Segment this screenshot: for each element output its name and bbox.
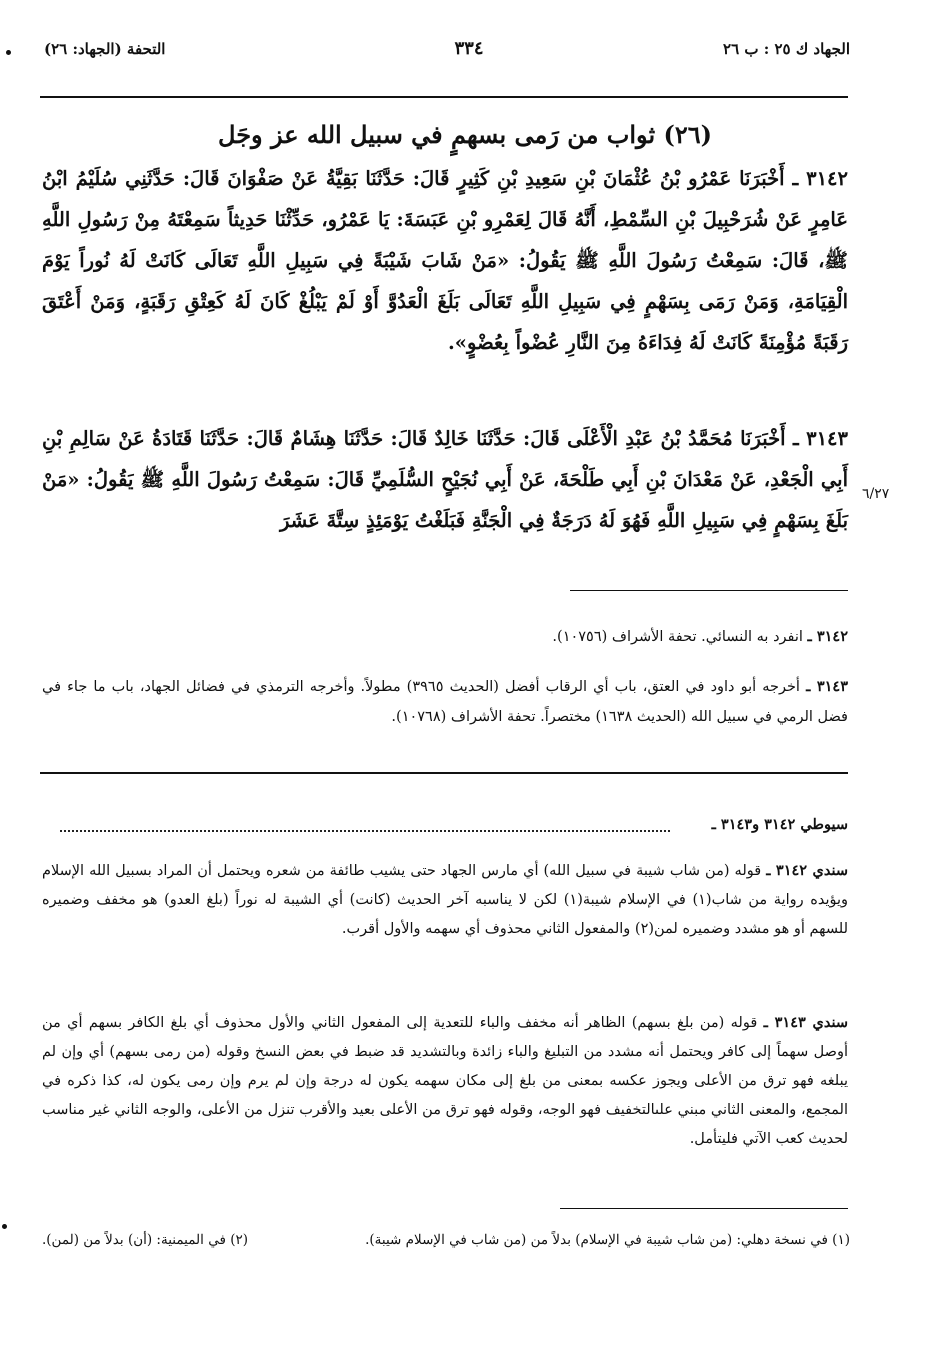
running-head-right: الجهاد ك ٢٥ : ب ٢٦ bbox=[723, 40, 850, 58]
page-number: ٣٣٤ bbox=[454, 38, 484, 59]
hadith-3143 bbox=[42, 418, 848, 541]
margin-dot bbox=[2, 1224, 7, 1229]
takhrij-number: ٣١٤٢ ـ bbox=[807, 628, 848, 645]
footnote-1: (١) في نسخة دهلي: (من شاب شيبة في الإسلام) بدلاً من (من شاب في الإسلام شيبة). bbox=[365, 1232, 850, 1248]
section-rule bbox=[40, 772, 848, 774]
sindi-text: قوله (من بلغ بسهم) الظاهر أنه مخفف والباء للتعدية إلى المفعول الثاني والأول محذوف أي بلغ الكافر بسهم أي من أوصل سهماً إلى كافر ويحتمل أنه مشدد من التبليغ والباء زائدة وبالتشديد قد ضبط في بعض النسخ وقوله (من رمى بسهم) أي وإن لم يبلغه فهو ترق من الأعلى ويجوز عكسه بمعنى من بلغ إلى مكان سهمه يكون له درجة وإن لم يرم وإن رمى يكون له، كذا ذكره في المجمع، والمعنى الثاني مبني علىالتخفيف فهو الوجه، وقوله فهو ترق من الأعلى بعيد والأقرب تنزل من الأعلى، والوجه الثاني غير مناسب لحديث كعب الآتي فليتأمل. bbox=[42, 1015, 848, 1147]
takhrij-text: انفرد به النسائي. تحفة الأشراف (١٠٧٥٦). bbox=[552, 629, 803, 645]
footnote-rule bbox=[560, 1208, 848, 1209]
hadith-text: أَخْبَرَنَا مُحَمَّدُ بْنُ عَبْدِ الْأَعْلَى قَالَ: حَدَّثَنَا خَالِدٌ قَالَ: حَدَّثَنَا هِشَامٌ قَالَ: حَدَّثَنَا قَتَادَةُ عَنْ سَالِمِ بْنِ أَبِي الْجَعْدِ، عَنْ مَعْدَانَ بْنِ أَبِي طَلْحَةَ، عَنْ أَبِي نُجَيْحٍ السُّلَمِيِّ قَالَ: سَمِعْتُ رَسُولَ اللَّهِ ﷺ يَقُولُ: «مَنْ بَلَغَ بِسَهْمٍ فِي سَبِيلِ اللَّهِ فَهُوَ لَهُ دَرَجَةٌ فِي الْجَنَّةِ فَبَلَغْتُ يَوْمَئِذٍ سِتَّةَ عَشَرَ bbox=[42, 427, 848, 532]
hadith-text: أَخْبَرَنَا عَمْرُو بْنُ عُثْمَانَ بْنِ سَعِيدِ بْنِ كَثِيرٍ قَالَ: حَدَّثَنَا بَقِيَّةُ عَنْ صَفْوَانَ قَالَ: حَدَّثَنِي سُلَيْمُ ابْنُ عَامِرٍ عَنْ شُرَحْبِيلَ بْنِ السِّمْطِ، أَنَّهُ قَالَ لِعَمْرِو بْنِ عَبَسَةَ: يَا عَمْرُو، حَدِّثْنَا حَدِيثاً سَمِعْتَهُ مِنْ رَسُولِ اللَّهِ ﷺ، قَالَ: سَمِعْتُ رَسُولَ اللَّهِ ﷺ يَقُولُ: «مَنْ شَابَ شَيْبَةً فِي سَبِيلِ اللَّهِ تَعَالَى كَانَتْ لَهُ نُوراً يَوْمَ الْقِيَامَةِ، وَمَنْ رَمَى بِسَهْمٍ فِي سَبِيلِ اللَّهِ تَعَالَى بَلَغَ الْعَدُوَّ أَوْ لَمْ يَبْلُغْ كَانَ لَهُ كَعِتْقِ رَقَبَةٍ، وَمَنْ أَعْتَقَ رَقَبَةً مُؤْمِنَةً كَانَتْ لَهُ فِدَاءَهُ مِنَ النَّارِ عُضْواً بِعُضْوٍ». bbox=[42, 167, 848, 354]
takhrij-3142 bbox=[42, 622, 848, 652]
sindi-3142 bbox=[42, 856, 848, 944]
takhrij-text: أخرجه أبو داود في العتق، باب أي الرقاب أفضل (الحديث ٣٩٦٥) مطولاً. وأخرجه الترمذي في فضائل الجهاد، باب ما جاء في فضل الرمي في سبيل الله (الحديث ١٦٣٨) مختصراً. تحفة الأشراف (١٠٧٦٨). bbox=[42, 679, 848, 725]
margin-reference: ٦/٢٧ bbox=[862, 486, 890, 502]
header-rule bbox=[40, 96, 848, 98]
hadith-number: ٣١٤٢ ـ bbox=[792, 167, 848, 190]
takhrij-3143 bbox=[42, 672, 848, 732]
footnote-2: (٢) في الميمنية: (أن) بدلاً من (لمن). bbox=[42, 1232, 249, 1248]
sindi-label: سندي ٣١٤٣ ـ bbox=[763, 1014, 849, 1031]
sindi-text: قوله (من شاب شيبة في سبيل الله) أي مارس الجهاد حتى يشيب طائفة من شعره ويحتمل أن المراد بسبيل الله الإسلام ويؤيده رواية من شاب(١) في الإسلام شيبة(١) لكن لا يناسبه آخر الحديث (كانت) أي الشيبة له نوراً (بلغ العدو) هو مخفف وضميره للسهم أو هو مشدد وضميره لمن(٢) والمفعول الثاني محذوف أي سهمه والأول أقرب. bbox=[42, 863, 849, 937]
margin-dot bbox=[6, 50, 11, 55]
sindi-3143 bbox=[42, 1008, 848, 1154]
dotted-leader bbox=[60, 830, 670, 832]
takhrij-number: ٣١٤٣ ـ bbox=[806, 678, 848, 695]
hadith-number: ٣١٤٣ ـ bbox=[792, 427, 848, 450]
suyuti-label: سيوطي ٣١٤٢ و٣١٤٣ ـ bbox=[711, 816, 848, 833]
chapter-title: (٢٦) ثواب من رَمى بسهمٍ في سبيل الله عز وجَل bbox=[218, 120, 712, 149]
sindi-label: سندي ٣١٤٢ ـ bbox=[766, 862, 849, 879]
takhrij-rule bbox=[570, 590, 848, 591]
running-head-left: التحفة (الجهاد: ٢٦) bbox=[44, 40, 166, 58]
hadith-3142 bbox=[42, 158, 848, 363]
